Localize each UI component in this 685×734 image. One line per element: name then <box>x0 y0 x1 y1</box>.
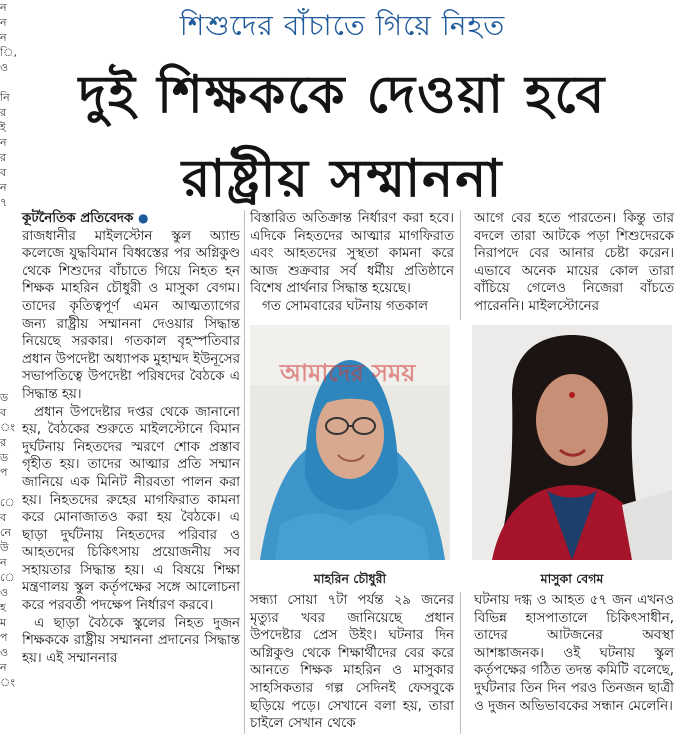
edge-fragment: ন <box>0 1 7 14</box>
edge-fragment <box>0 300 14 315</box>
edge-fragment: ও <box>0 586 9 599</box>
edge-fragment: হ <box>0 601 6 614</box>
paragraph: সন্ধ্যা সোয়া ৭টা পর্যন্ত ২৯ জনের মৃত্যুর খবর জানিয়েছে প্রধান উপদেষ্টার প্রেস উইং। ঘটনার দিন অগ্নিকুণ্ড থেকে শিক্ষার্থীদের বের করে আনতে শিক্ষক মাহরিন ও মাসুকার সাহসিকতার গল্প সেদিনই ফেসবুকে ছড়িয়ে পড়ে। সেখানে বলা হয়, তারা চাইলে সেখান থেকে <box>250 593 454 732</box>
edge-fragment: ও <box>0 646 9 659</box>
edge-fragment: ন <box>0 556 7 569</box>
edge-fragment <box>0 345 14 360</box>
paragraph: রাজধানীর মাইলস্টোন স্কুল অ্যান্ড কলেজে যুদ্ধবিমান বিধ্বস্তের পর অগ্নিকুণ্ড থেকে শিশুদের বাঁচাতে গিয়ে নিহত হন শিক্ষক মাহরিন চৌধুরী ও মাসুকা বেগম। তাদের কৃতিত্বপূর্ণ এমন আত্মত্যাগের জন্য রাষ্ট্রীয় সম্মাননা দেওয়ার সিদ্ধান্ত নিয়েছে সরকার। গতকাল বৃহস্পতিবার প্রধান উপদেষ্টা অধ্যাপক মুহাম্মদ ইউনূসের সভাপতিত্বে উপদেষ্টা পরিষদের বৈঠকে এ সিদ্ধান্ত হয়। <box>22 228 240 402</box>
edge-fragment: ন <box>0 181 7 194</box>
paragraph: এ ছাড়া বৈঠকে স্কুলের নিহত দুজন শিক্ষককে রাষ্ট্রীয় সম্মাননা প্রদানের সিদ্ধান্ত হয়। এই সম্মাননার <box>22 615 240 666</box>
column-divider <box>460 210 461 320</box>
edge-fragment: ন <box>0 16 7 29</box>
edge-fragment: নে <box>0 526 12 539</box>
edge-fragment <box>0 225 14 240</box>
edge-fragment: ৭ <box>0 196 8 209</box>
edge-fragment: ব <box>0 406 7 419</box>
edge-fragment: ব <box>0 166 7 179</box>
column-divider <box>460 592 461 734</box>
headline-line-2: রাষ্ট্রীয় সম্মাননা <box>181 149 504 209</box>
edge-fragment <box>0 480 14 495</box>
photo-mahrin-chowdhury <box>250 325 450 560</box>
edge-fragment: ি, <box>0 46 17 59</box>
column-2-top <box>250 210 454 316</box>
photo-masuka-begum <box>472 325 672 560</box>
photo-caption-2: মাসুকা বেগম <box>540 571 604 586</box>
edge-fragment: ং <box>0 421 16 434</box>
edge-fragment: ন <box>0 31 7 44</box>
edge-fragment: প <box>0 466 8 479</box>
column-3-top <box>474 210 674 316</box>
edge-fragment <box>0 255 14 270</box>
column-1 <box>22 210 240 667</box>
photo-caption-1: মাহরিন চৌধুরী <box>313 571 387 586</box>
edge-fragment <box>0 360 14 375</box>
edge-fragment: ব <box>0 511 7 524</box>
byline: কূটনৈতিক প্রতিবেদক ● <box>22 211 149 226</box>
edge-fragment: ড <box>0 391 9 404</box>
column-divider <box>244 210 245 734</box>
edge-fragment: র <box>0 436 7 449</box>
edge-fragment: ও <box>0 61 9 74</box>
edge-fragment <box>0 330 14 345</box>
photo-watermark: আমাদের সময় <box>280 359 416 387</box>
bullet-icon: ● <box>137 211 149 225</box>
edge-fragment: ই <box>0 121 6 134</box>
paragraph: ঘটনায় দগ্ধ ও আহত ৫৭ জন এখনও বিভিন্ন হাসপাতালে চিকিৎসাধীন, তাদের আটজনের অবস্থা আশঙ্কাজনক। ওই ঘটনায় স্কুল কর্তৃপক্ষের গঠিত তদন্ত কমিটি বলেছে, দুর্ঘটনার তিন দিন পরও তিনজন ছাত্রী ও দুজন অভিভাবকের সন্ধান মেলেনি। <box>474 593 674 714</box>
edge-fragment: ে <box>0 496 15 509</box>
paragraph: গত সোমবারের ঘটনায় গতকাল <box>262 298 429 314</box>
edge-fragment: প <box>0 631 8 644</box>
paragraph: বিস্তারিত অতিক্রান্ত নির্ধারণ করা হবে। এদিকে নিহতদের আত্মার মাগফিরাত এবং আহতদের সুস্থতা কামনা করে আজ শুক্রবার সর্ব ধর্মীয় প্রতিষ্ঠানে বিশেষ প্রার্থনার সিদ্ধান্ত হয়েছে। <box>250 211 454 297</box>
edge-fragment: ে <box>0 571 15 584</box>
edge-fragment: ম <box>0 616 7 629</box>
edge-fragment <box>0 240 14 255</box>
edge-fragment: র <box>0 106 7 119</box>
paragraph: আগে বের হতে পারতেন। কিন্তু তার বদলে তারা আটকে পড়া শিশুদেরকে নিরাপদে বের আনার চেষ্টা করেন। এভাবে অনেক মায়ের কোল তারা বাঁচিয়ে গেলেও নিজেরা বাঁচতে পারেননি। মাইলস্টোনের <box>474 211 674 314</box>
headline-line-1: দুই শিক্ষককে দেওয়া হবে <box>78 65 607 125</box>
edge-fragment <box>0 285 14 300</box>
portrait-illustration <box>472 325 672 560</box>
edge-fragment: ং <box>0 676 16 689</box>
edge-fragment: ন <box>0 661 7 674</box>
edge-fragment <box>0 315 14 330</box>
edge-fragment: উ <box>0 541 9 554</box>
paragraph: প্রধান উপদেষ্টার দপ্তর থেকে জানানো হয়, বৈঠকের শুরুতে মাইলস্টোনে বিমান দুর্ঘটনায় নিহতদের স্মরণে শোক প্রস্তাব গৃহীত হয়। তাদের আত্মার প্রতি সম্মান জানিয়ে এক মিনিট নীরবতা পালন করা হয়। নিহতদের রুহের মাগফিরাত কামনা করে মোনাজাতও করা হয় বৈঠকে। এ ছাড়া দুর্ঘটনায় নিহতদের পরিবার ও আহতদের চিকিৎসায় প্রয়োজনীয় সব সহায়তার সিদ্ধান্ত হয়। এ বিষয়ে শিক্ষা মন্ত্রণালয় স্কুল কর্তৃপক্ষের সঙ্গে আলোচনা করে পরবর্তী পদক্ষেপ নির্ধারণ করবে। <box>22 404 240 614</box>
edge-fragment <box>0 270 14 285</box>
edge-fragment: র <box>0 151 7 164</box>
column-2-bottom <box>250 592 454 733</box>
column-3-bottom <box>474 592 674 715</box>
edge-fragment: নি <box>0 91 10 104</box>
edge-fragment <box>0 375 14 390</box>
edge-fragment: ন <box>0 136 7 149</box>
kicker: শিশুদের বাঁচাতে গিয়ে নিহত <box>179 9 506 42</box>
edge-fragment: ড <box>0 451 9 464</box>
